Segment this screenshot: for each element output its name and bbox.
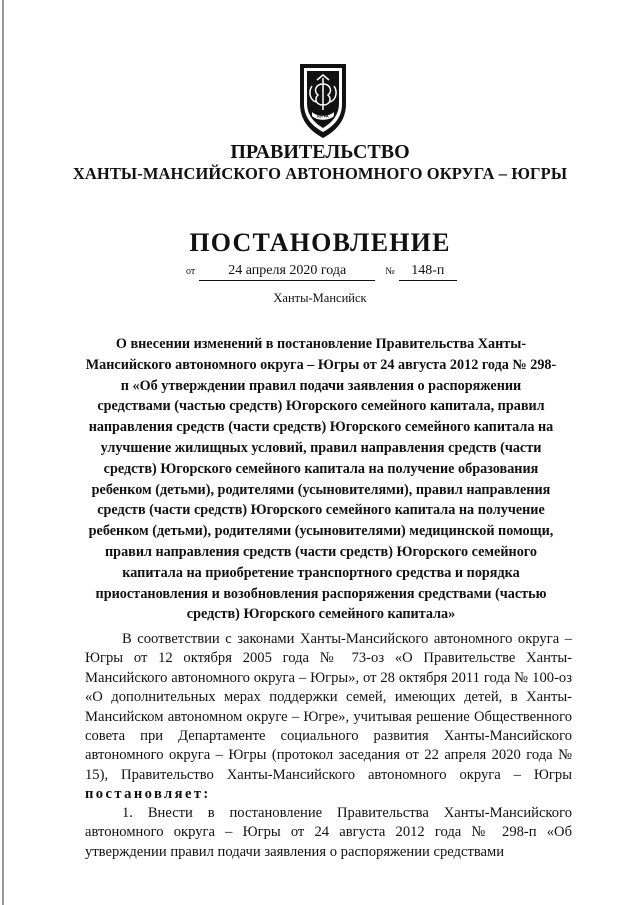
document-subject: О внесении изменений в постановление Правительства Ханты-Мансийского автономного округа – Югры от 24 августа 2012 года № 298-п «Об утверждении правил подачи заявления о распоряжении средствами (частью средств) Югорского семейного капитала, правил направления средств (части средств) Югорского семейного капитала на улучшение жилищных условий, правил направления средств (части средств) Югорского семейного капитала на получение образования ребенком (детьми), родителями (усыновителями), правил направления средств (части средств) Югорского семейного капитала на получение ребенком (детьми), родителями (усыновителями) медицинской помощи, правил направления средств (части средств) Югорского семейного капитала на приобретение транспортного средства и порядка приостановления и возобновления распоряжения средствами (частью средств) Югорского семейного капитала» — [85, 336, 557, 623]
page-left-edge — [2, 0, 4, 905]
emblem-ribbon-text: ЮГРА — [317, 113, 329, 119]
preamble-paragraph — [85, 630, 572, 805]
city-name: Ханты-Мансийск — [273, 291, 367, 305]
date-prefix: от — [186, 266, 196, 277]
preamble-text: В соответствии с законами Ханты-Мансийского автономного округа – Югры от 12 октября 2005 года № 73-оз «О Правительстве Ханты-Мансийского автономного округа – Югры», от 28 октября 2011 года № 100-оз «О дополнительных мерах поддержки семей, имеющих детей, в Ханты-Мансийском автономном округе – Югре», учитывая решение Общественного совета при Департаменте социального развития Ханты-Мансийского автономного округа – Югры (протокол заседания от 22 апреля 2020 года № 15), Правительство Ханты-Мансийского автономного округа – Югры — [85, 631, 572, 783]
organization-subtitle: ХАНТЫ-МАНСИЙСКОГО АВТОНОМНОГО ОКРУГА – ЮГРЫ — [72, 164, 568, 183]
number-prefix: № — [385, 266, 395, 277]
document-date: 24 апреля 2020 года — [199, 262, 375, 281]
coat-of-arms-icon — [296, 58, 350, 140]
resolves-word: постановляет: — [85, 786, 211, 803]
document-number: 148-п — [399, 262, 457, 281]
date-number-line — [186, 262, 457, 281]
clause-1-paragraph: 1. Внести в постановление Правительства Ханты-Мансийского автономного округа – Югры от 24 августа 2012 года № 298-п «Об утверждении правил подачи заявления о распоряжении средствами — [85, 805, 572, 860]
organization-title: ПРАВИТЕЛЬСТВО — [230, 141, 410, 163]
document-type: ПОСТАНОВЛЕНИЕ — [189, 228, 451, 257]
